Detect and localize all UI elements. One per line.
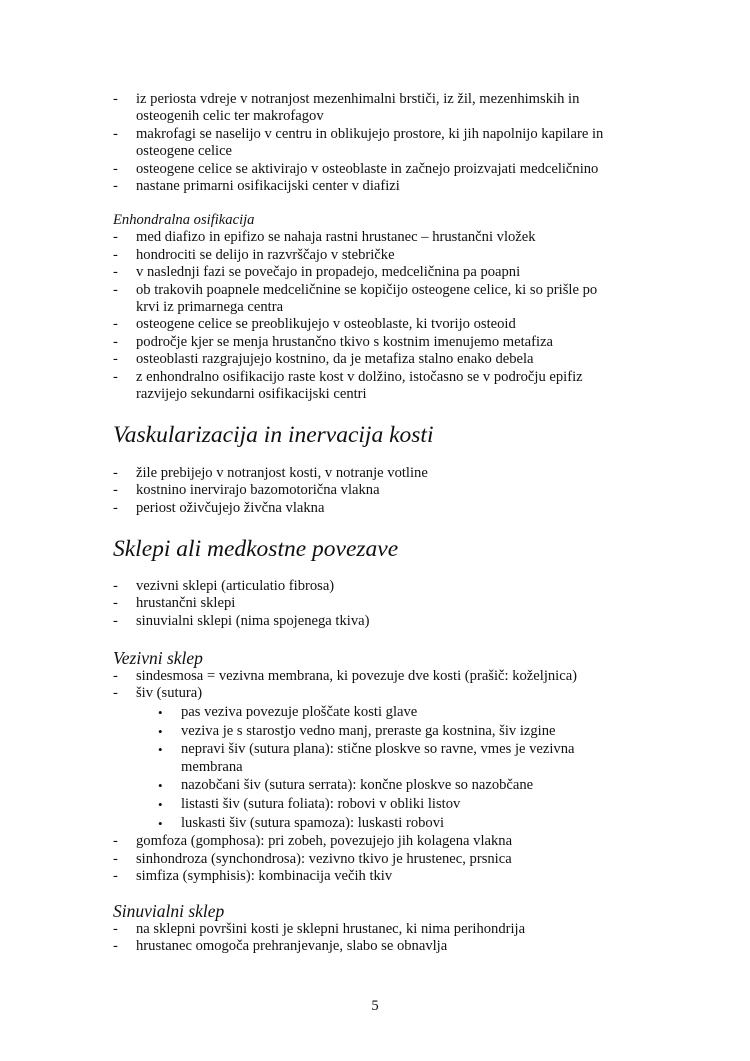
list-item: [113, 938, 633, 955]
list-item-text: periost oživčujejo živčna vlakna: [136, 499, 325, 516]
list-item-text: med diafizo in epifizo se nahaja rastni hrustanec – hrustančni vložek: [136, 229, 536, 246]
list-item-text: kostnino inervirajo bazomotorična vlakna: [136, 482, 380, 499]
dash-bullet: -: [113, 333, 118, 350]
list-item: [113, 851, 633, 868]
dash-bullet: -: [113, 578, 118, 594]
vezivni-section: [113, 648, 633, 886]
list-item: [113, 316, 633, 333]
list-item-text: osteogenih celic ter makrofagov: [136, 108, 324, 125]
list-item-text: osteogene celice: [136, 143, 233, 160]
dash-bullet: -: [113, 125, 118, 142]
dash-bullet: -: [113, 482, 118, 499]
sub-list-item-text: listasti šiv (sutura foliata): robovi v obliki listov: [181, 796, 461, 813]
list-item: [113, 369, 633, 404]
list-item-text: iz periosta vdreje v notranjost mezenhimalni brstiči, iz žil, mezenhimskih in: [136, 91, 580, 107]
list-item: [113, 229, 633, 246]
list-item: [113, 482, 633, 499]
dot-bullet: •: [158, 815, 163, 831]
list-item: [113, 668, 633, 685]
enhondralna-section: [113, 212, 633, 403]
list-item: [113, 685, 633, 702]
list-item-text: v naslednji fazi se povečajo in propadejo, medceličnina pa poapni: [136, 264, 521, 281]
list-item: [113, 465, 633, 482]
list-item-text: žile prebijejo v notranjost kosti, v notranje votline: [136, 465, 428, 481]
list-item: [113, 91, 633, 126]
list-item-text: nastane primarni osifikacijski center v diafizi: [136, 178, 400, 195]
subsection-title: Sinuvialni sklep: [113, 901, 225, 921]
list-item: [113, 351, 633, 368]
dash-bullet: -: [113, 850, 118, 867]
dash-bullet: -: [113, 91, 118, 107]
list-item-text: sinhondroza (synchondrosa): vezivno tkivo je hrustenec, prsnica: [136, 850, 512, 867]
list-item: [113, 178, 633, 195]
list-item-text: simfiza (symphisis): kombinacija večih tkiv: [136, 868, 393, 885]
dash-bullet: -: [113, 316, 118, 333]
dash-bullet: -: [113, 229, 118, 246]
sub-list-item: [113, 723, 633, 740]
dash-bullet: -: [113, 368, 118, 385]
sub-list-item: [113, 704, 633, 721]
list-item-text: z enhondralno osifikacijo raste kost v dolžino, istočasno se v področju epifiz: [136, 368, 583, 385]
list-item-text: osteogene celice se preoblikujejo v osteoblaste, ki tvorijo osteoid: [136, 316, 516, 333]
list-item: [113, 247, 633, 264]
subsection-title: Enhondralna osifikacija: [113, 212, 255, 228]
page-number: 5: [371, 998, 379, 1014]
sub-list-item-text: nazobčani šiv (sutura serrata): končne ploskve so nazobčane: [181, 777, 534, 794]
dash-bullet: -: [113, 668, 118, 684]
list-item: [113, 613, 633, 630]
section-heading-vaskularizacija: Vaskularizacija in inervacija kosti: [113, 422, 434, 448]
dash-bullet: -: [113, 868, 118, 885]
dash-bullet: -: [113, 178, 118, 195]
dash-bullet: -: [113, 465, 118, 481]
sklepi-list: [113, 578, 633, 630]
list-item-text: osteogene celice se aktivirajo v osteoblaste in začnejo proizvajati medceličnino: [136, 160, 599, 177]
dash-bullet: -: [113, 499, 118, 516]
dot-bullet: •: [158, 742, 163, 758]
sub-list-item: [113, 796, 633, 813]
section-heading-sklepi: Sklepi ali medkostne povezave: [113, 536, 399, 562]
list-item-text: krvi iz primarnega centra: [136, 299, 284, 316]
intramembranous-list: [113, 91, 633, 195]
subsection-title: Vezivni sklep: [113, 648, 203, 668]
dash-bullet: -: [113, 938, 118, 955]
list-item: [113, 868, 633, 885]
list-item-text: na sklepni površini kosti je sklepni hrustanec, ki nima perihondrija: [136, 921, 526, 937]
list-item-text: ob trakovih poapnele medceličnine se kopičijo osteogene celice, ki so prišle po: [136, 281, 598, 298]
list-item-text: hondrociti se delijo in razvrščajo v stebričke: [136, 246, 395, 263]
list-item-text: sindesmosa = vezivna membrana, ki povezuje dve kosti (prašič: koželjnica): [136, 668, 578, 684]
dash-bullet: -: [113, 685, 118, 702]
dash-bullet: -: [113, 246, 118, 263]
list-item: [113, 578, 633, 595]
dash-bullet: -: [113, 281, 118, 298]
dash-bullet: -: [113, 921, 118, 937]
list-item-text: področje kjer se menja hrustančno tkivo s kostnim imenujemo metafiza: [136, 333, 554, 350]
dash-bullet: -: [113, 351, 118, 368]
list-item-text: gomfoza (gomphosa): pri zobeh, povezujejo jih kolagena vlakna: [136, 833, 513, 850]
list-item: [113, 595, 633, 612]
list-item: [113, 833, 633, 850]
dot-bullet: •: [158, 704, 163, 720]
sub-list-item: [113, 777, 633, 794]
dash-bullet: -: [113, 595, 118, 612]
dash-bullet: -: [113, 612, 118, 629]
dot-bullet: •: [158, 723, 163, 739]
dot-bullet: •: [158, 778, 163, 794]
sub-list-item-text: luskasti šiv (sutura spamoza): luskasti robovi: [181, 814, 445, 831]
dash-bullet: -: [113, 833, 118, 850]
list-item: [113, 126, 633, 161]
list-item-text: osteoblasti razgrajujejo kostnino, da je metafiza stalno enako debela: [136, 351, 534, 368]
sub-list-item-text: membrana: [181, 758, 243, 775]
sub-list-item-text: pas veziva povezuje ploščate kosti glave: [181, 703, 418, 720]
list-item-text: sinuvialni sklepi (nima spojenega tkiva): [136, 612, 370, 629]
list-item-text: hrustančni sklepi: [136, 595, 236, 612]
vaskularizacija-list: [113, 465, 633, 517]
list-item: [113, 161, 633, 178]
list-item: [113, 921, 633, 938]
list-item-text: vezivni sklepi (articulatio fibrosa): [136, 578, 335, 594]
list-item: [113, 282, 633, 317]
sub-list-item-text: veziva je s starostjo vedno manj, preraste ga kostnina, šiv izgine: [181, 722, 556, 739]
sinuvialni-section: [113, 901, 633, 956]
list-item-text: šiv (sutura): [136, 685, 203, 702]
list-item-text: hrustanec omogoča prehranjevanje, slabo se obnavlja: [136, 938, 448, 955]
sub-list-item: [113, 815, 633, 832]
sub-list-item-text: nepravi šiv (sutura plana): stične ploskve so ravne, vmes je vezivna: [181, 741, 575, 758]
dash-bullet: -: [113, 264, 118, 281]
list-item: [113, 334, 633, 351]
sub-list-item: [113, 741, 633, 776]
list-item: [113, 264, 633, 281]
dash-bullet: -: [113, 160, 118, 177]
dot-bullet: •: [158, 797, 163, 813]
list-item-text: makrofagi se naselijo v centru in oblikujejo prostore, ki jih napolnijo kapilare in: [136, 125, 604, 142]
list-item-text: razvijejo sekundarni osifikacijski centri: [136, 386, 367, 403]
list-item: [113, 500, 633, 517]
